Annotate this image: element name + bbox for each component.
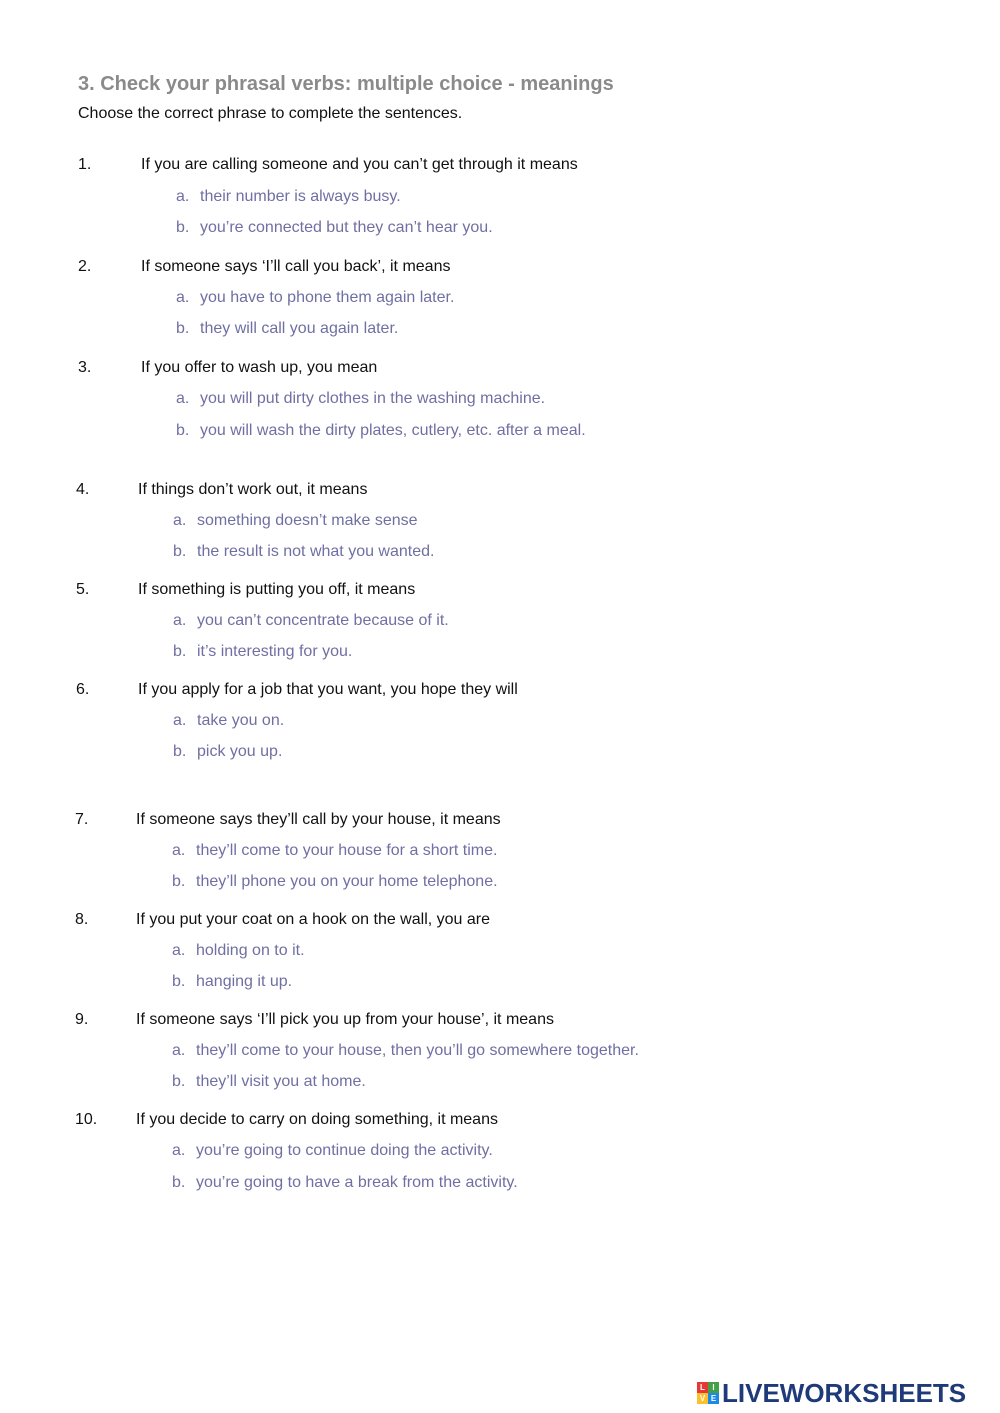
option-text: they’ll come to your house, then you’ll go somewhere together. (196, 1042, 639, 1059)
question-text: If someone says ‘I’ll call you back’, it means (141, 258, 451, 275)
option-text: they will call you again later. (200, 320, 399, 337)
question-7 (0, 811, 1000, 901)
option-a[interactable] (172, 1042, 639, 1060)
option-letter: a. (173, 512, 187, 529)
logo-mark-letter: V (697, 1393, 708, 1404)
option-letter: b. (176, 422, 190, 439)
option-text: pick you up. (197, 743, 283, 760)
option-b[interactable] (172, 1073, 366, 1091)
option-b[interactable] (176, 422, 586, 440)
option-letter: b. (173, 743, 187, 760)
option-b[interactable] (176, 219, 493, 237)
option-a[interactable] (176, 289, 454, 307)
option-b[interactable] (172, 873, 498, 891)
question-text: If things don’t work out, it means (138, 481, 368, 498)
option-text: they’ll come to your house for a short time. (196, 842, 498, 859)
question-2 (0, 258, 1000, 348)
option-a[interactable] (173, 512, 418, 530)
option-b[interactable] (176, 320, 398, 338)
question-number: 3. (78, 359, 92, 376)
option-a[interactable] (172, 842, 497, 860)
question-number: 4. (76, 481, 90, 498)
option-b[interactable] (173, 743, 282, 761)
option-letter: a. (172, 1142, 186, 1159)
logo-mark-letter: I (708, 1382, 719, 1393)
option-text: you have to phone them again later. (200, 289, 455, 306)
question-6 (0, 681, 1000, 771)
logo-mark-letter: L (697, 1382, 708, 1393)
option-text: they’ll visit you at home. (196, 1073, 366, 1090)
liveworksheets-logo-icon (697, 1382, 719, 1404)
option-letter: b. (172, 1174, 186, 1191)
instructions-text: Choose the correct phrase to complete the sentences. (78, 105, 463, 122)
option-b[interactable] (172, 1174, 518, 1192)
option-a[interactable] (176, 188, 401, 206)
option-text: their number is always busy. (200, 188, 401, 205)
option-a[interactable] (172, 1142, 493, 1160)
option-letter: a. (176, 188, 190, 205)
question-number: 2. (78, 258, 92, 275)
option-a[interactable] (172, 942, 305, 960)
question-3 (0, 359, 1000, 449)
question-text: If someone says they’ll call by your house, it means (136, 811, 501, 828)
option-text: you will wash the dirty plates, cutlery, etc. after a meal. (200, 422, 586, 439)
question-number: 1. (78, 156, 92, 173)
option-text: hanging it up. (196, 973, 293, 990)
question-number: 7. (75, 811, 89, 828)
option-text: you’re connected but they can’t hear you. (200, 219, 493, 236)
option-text: holding on to it. (196, 942, 305, 959)
option-text: you can’t concentrate because of it. (197, 612, 449, 629)
option-letter: b. (176, 320, 190, 337)
question-number: 10. (75, 1111, 98, 1128)
option-letter: a. (172, 842, 186, 859)
worksheet-title: 3. Check your phrasal verbs: multiple choice - meanings (78, 73, 614, 95)
question-10 (0, 1111, 1000, 1201)
option-letter: a. (173, 712, 187, 729)
question-text: If someone says ‘I’ll pick you up from your house’, it means (136, 1011, 554, 1028)
question-8 (0, 911, 1000, 1001)
option-text: they’ll phone you on your home telephone. (196, 873, 498, 890)
option-a[interactable] (173, 712, 284, 730)
question-number: 5. (76, 581, 90, 598)
question-text: If you are calling someone and you can’t get through it means (141, 156, 578, 173)
option-letter: a. (176, 289, 190, 306)
option-b[interactable] (173, 643, 352, 661)
option-letter: a. (172, 1042, 186, 1059)
question-text: If you put your coat on a hook on the wall, you are (136, 911, 490, 928)
logo-mark-letter: E (708, 1393, 719, 1404)
option-letter: b. (176, 219, 190, 236)
question-number: 8. (75, 911, 89, 928)
option-b[interactable] (172, 973, 292, 991)
option-text: you will put dirty clothes in the washing machine. (200, 390, 546, 407)
question-text: If you apply for a job that you want, you hope they will (138, 681, 518, 698)
option-letter: a. (172, 942, 186, 959)
question-text: If you offer to wash up, you mean (141, 359, 378, 376)
question-text: If you decide to carry on doing something, it means (136, 1111, 498, 1128)
question-number: 9. (75, 1011, 89, 1028)
option-text: you’re going to have a break from the activity. (196, 1174, 518, 1191)
option-text: you’re going to continue doing the activity. (196, 1142, 493, 1159)
option-b[interactable] (173, 543, 434, 561)
option-text: something doesn’t make sense (197, 512, 418, 529)
option-a[interactable] (173, 612, 449, 630)
option-letter: b. (173, 543, 187, 560)
option-text: take you on. (197, 712, 285, 729)
question-9 (0, 1011, 1000, 1101)
logo-text: LIVEWORKSHEETS (722, 1377, 967, 1408)
option-text: the result is not what you wanted. (197, 543, 435, 560)
option-letter: b. (172, 1073, 186, 1090)
option-letter: b. (172, 873, 186, 890)
question-text: If something is putting you off, it means (138, 581, 416, 598)
option-text: it’s interesting for you. (197, 643, 353, 660)
liveworksheets-logo (697, 1378, 966, 1408)
question-1 (0, 156, 1000, 246)
option-letter: a. (176, 390, 190, 407)
question-4 (0, 481, 1000, 571)
option-letter: a. (173, 612, 187, 629)
question-number: 6. (76, 681, 90, 698)
question-5 (0, 581, 1000, 671)
option-letter: b. (172, 973, 186, 990)
option-letter: b. (173, 643, 187, 660)
option-a[interactable] (176, 390, 545, 408)
